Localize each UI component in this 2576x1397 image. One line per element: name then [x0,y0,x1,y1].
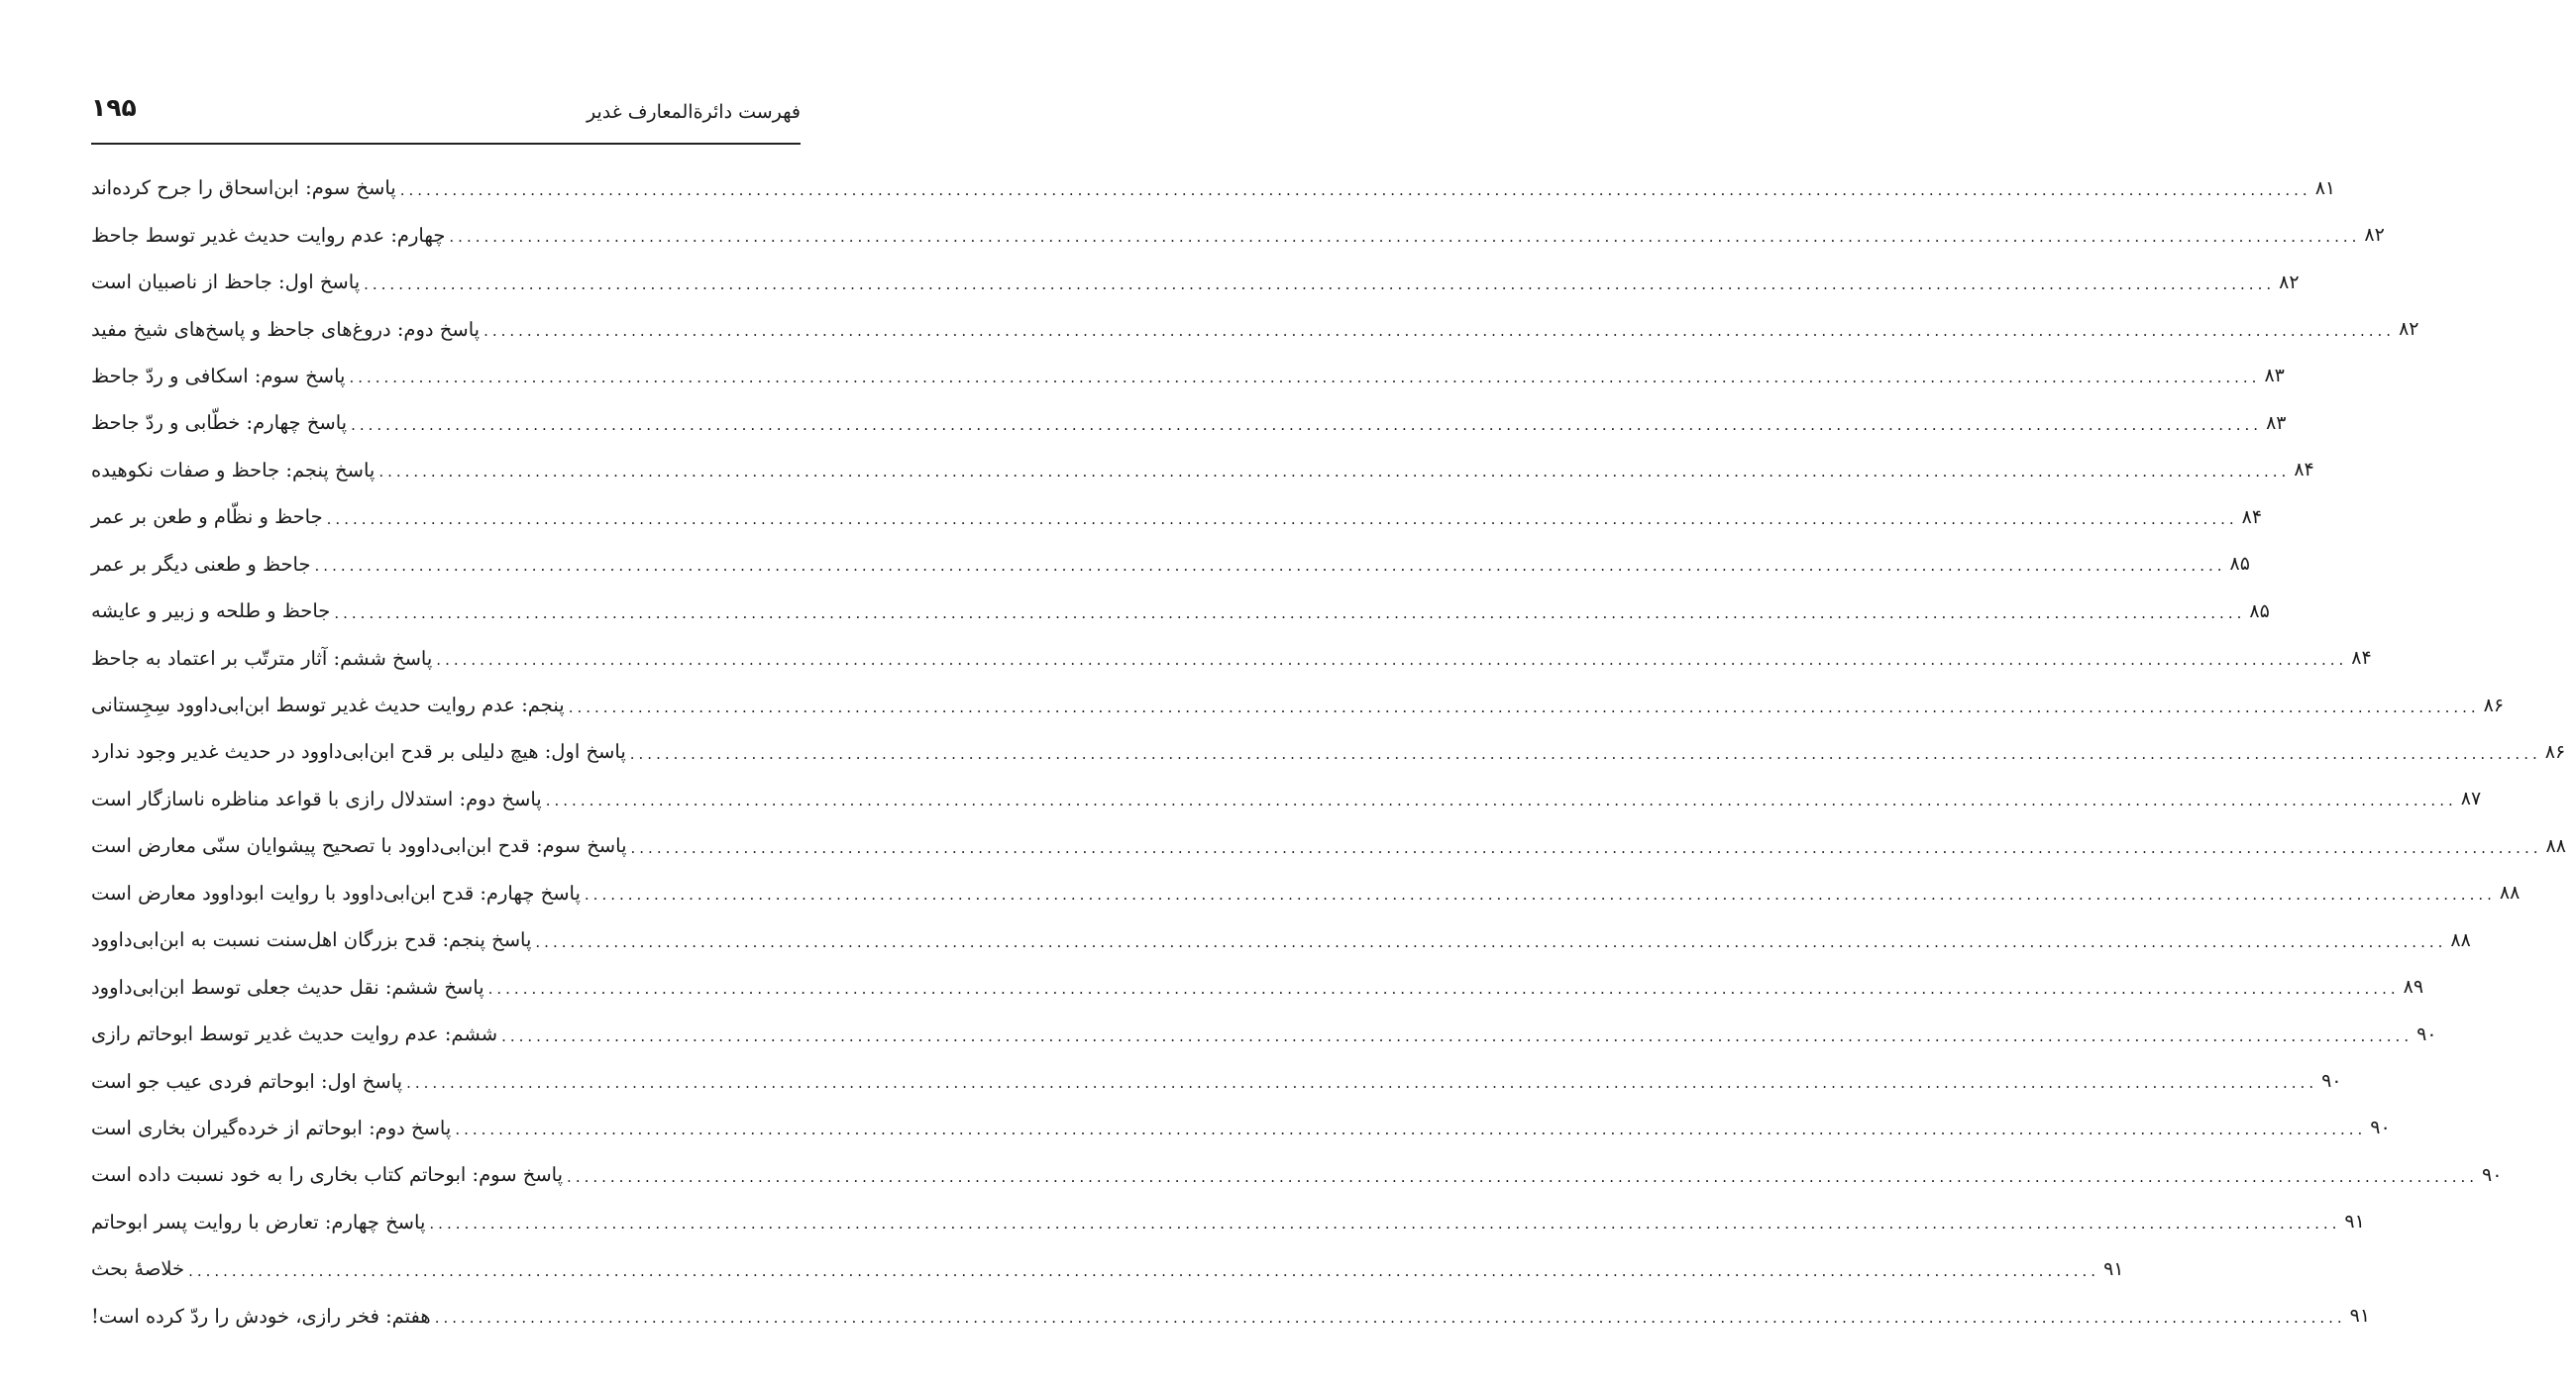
toc-entry-page: ۸۲ [2364,224,2385,247]
toc-entry-title: پاسخ ششم: آثار مترتّب بر اعتماد به جاحظ [91,646,433,670]
toc-entry-title: پاسخ اول: هیچ دلیلی بر قدح ابن‌ابی‌داوود در حدیث غدیر وجود ندارد [91,740,626,764]
dot-leader: ............................................................................................................................................................................................................................ [535,932,2447,951]
toc-entry-page: ۸۲ [2399,318,2419,341]
toc-entry-page: ۸۱ [2314,176,2336,199]
toc-entry-title: پاسخ پنجم: جاحظ و صفات نکوهیده [91,458,376,482]
toc-entry[interactable] [91,634,2372,681]
toc-entry[interactable] [91,1057,2342,1104]
toc-entry[interactable] [91,776,2482,822]
toc-entry-page: ۹۱ [2103,1257,2124,1280]
toc-entry-page: ۸۴ [2241,505,2263,528]
toc-entry-page: ۸۸ [2450,928,2471,951]
toc-entry[interactable] [91,822,2566,869]
toc-entry-title: پاسخ دوم: ابوحاتم از خرده‌گیران بخاری است [91,1116,452,1139]
toc-entry-page: ۸۶ [2544,740,2566,763]
toc-entry[interactable] [91,164,2336,211]
dot-leader: ............................................................................................................................................................................................................................ [351,415,2263,434]
toc-entry-page: ۸۳ [2266,411,2287,434]
toc-entry-title: خلاصهٔ بحث [91,1257,185,1281]
dot-leader: ............................................................................................................................................................................................................................ [349,369,2261,387]
toc-entry-page: ۸۴ [2351,647,2372,670]
table-of-contents [91,164,2566,1340]
toc-entry-title: پاسخ چهارم: قدح ابن‌ابی‌داوود با روایت ابوداوود معارض است [91,881,581,905]
toc-entry[interactable] [91,1199,2365,1245]
dot-leader: ............................................................................................................................................................................................................................ [399,180,2311,199]
running-title: فهرست دائرةالمعارف غدیر [586,101,801,123]
toc-entry[interactable] [91,588,2270,634]
dot-leader: ............................................................................................................................................................................................................................ [334,603,2246,622]
toc-entry-page: ۹۰ [2416,1022,2437,1045]
dot-leader: ............................................................................................................................................................................................................................ [434,1309,2346,1328]
toc-entry[interactable] [91,916,2471,963]
dot-leader: ............................................................................................................................................................................................................................ [630,838,2542,857]
toc-entry[interactable] [91,211,2385,258]
dot-leader: ............................................................................................................................................................................................................................ [364,274,2276,293]
toc-entry-page: ۸۳ [2264,365,2285,387]
dot-leader: ............................................................................................................................................................................................................................ [455,1121,2367,1139]
dot-leader: ............................................................................................................................................................................................................................ [487,980,2400,999]
toc-entry[interactable] [91,870,2521,916]
toc-entry-title: جاحظ و طعنی دیگر بر عمر [91,552,311,576]
dot-leader: ............................................................................................................................................................................................................................ [188,1261,2100,1280]
toc-entry-title: جاحظ و طلحه و زبیر و عایشه [91,599,331,623]
toc-entry-title: هفتم: فخر رازی، خودش را ردّ کرده است! [91,1304,431,1328]
toc-entry-page: ۹۱ [2349,1305,2371,1328]
toc-entry[interactable] [91,541,2250,588]
dot-leader: ............................................................................................................................................................................................................................ [378,463,2291,482]
toc-entry[interactable] [91,1011,2437,1057]
toc-entry-page: ۸۹ [2403,976,2424,999]
toc-entry[interactable] [91,353,2285,399]
toc-entry[interactable] [91,963,2424,1010]
toc-entry-title: پاسخ دوم: دروغ‌های جاحظ و پاسخ‌های شیخ مفید [91,317,481,341]
toc-entry-title: پاسخ سوم: اسکافی و ردّ جاحظ [91,364,346,387]
toc-entry-title: پنجم: عدم روایت حدیث غدیر توسط ابن‌ابی‌داوود سِجِستانی [91,694,565,717]
toc-entry-page: ۸۸ [2545,834,2566,857]
dot-leader: ............................................................................................................................................................................................................................ [567,1167,2479,1186]
page-header [91,87,801,145]
toc-entry-title: پاسخ دوم: استدلال رازی با قواعد مناظره ناسازگار است [91,787,542,810]
dot-leader: ............................................................................................................................................................................................................................ [406,1074,2318,1093]
toc-entry-page: ۹۰ [2321,1070,2342,1093]
toc-entry-title: پاسخ اول: جاحظ از ناصبیان است [91,270,361,294]
toc-entry[interactable] [91,259,2300,305]
dot-leader: ............................................................................................................................................................................................................................ [584,886,2496,905]
toc-entry[interactable] [91,1105,2391,1151]
toc-entry-page: ۸۵ [2229,553,2250,576]
page-number: ۱۹۵ [91,93,137,122]
toc-entry-title: پاسخ سوم: قدح ابن‌ابی‌داوود با تصحیح پیشوایان سنّی معارض است [91,834,627,858]
toc-entry-page: ۹۰ [2370,1117,2391,1139]
toc-entry[interactable] [91,305,2419,352]
toc-entry-page: ۸۵ [2249,599,2270,622]
toc-entry[interactable] [91,399,2287,446]
dot-leader: ............................................................................................................................................................................................................................ [326,509,2238,528]
dot-leader: ............................................................................................................................................................................................................................ [568,698,2480,716]
dot-leader: ............................................................................................................................................................................................................................ [483,322,2396,341]
toc-entry-title: پاسخ سوم: ابوحاتم کتاب بخاری را به خود نسبت داده است [91,1163,564,1187]
toc-entry-page: ۸۷ [2460,788,2482,810]
toc-entry-page: ۸۶ [2483,694,2505,716]
toc-entry[interactable] [91,1245,2124,1292]
toc-entry[interactable] [91,728,2566,775]
toc-entry[interactable] [91,1151,2503,1198]
toc-entry-title: پاسخ چهارم: خطّابی و ردّ جاحظ [91,411,348,435]
toc-entry[interactable] [91,493,2263,540]
toc-entry-title: پاسخ پنجم: قدح بزرگان اهل‌سنت نسبت به ابن‌ابی‌داوود [91,928,532,952]
dot-leader: ............................................................................................................................................................................................................................ [314,557,2226,576]
toc-entry-title: ششم: عدم روایت حدیث غدیر توسط ابوحاتم رازی [91,1022,498,1046]
dot-leader: ............................................................................................................................................................................................................................ [436,651,2348,670]
toc-entry-title: پاسخ ششم: نقل حدیث جعلی توسط ابن‌ابی‌داوود [91,975,484,999]
toc-entry-page: ۸۲ [2279,270,2300,293]
toc-entry-page: ۸۸ [2499,882,2521,905]
toc-entry-page: ۸۴ [2294,459,2314,482]
dot-leader: ............................................................................................................................................................................................................................ [545,792,2457,810]
dot-leader: ............................................................................................................................................................................................................................ [449,228,2361,247]
toc-entry-title: چهارم: عدم روایت حدیث غدیر توسط جاحظ [91,223,446,247]
toc-entry-title: پاسخ چهارم: تعارض با روایت پسر ابوحاتم [91,1210,426,1234]
dot-leader: ............................................................................................................................................................................................................................ [501,1026,2414,1045]
toc-entry-title: پاسخ سوم: ابن‌اسحاق را جرح کرده‌اند [91,176,396,200]
toc-entry-page: ۹۱ [2344,1211,2365,1234]
toc-entry-title: جاحظ و نظّام و طعن بر عمر [91,505,323,529]
toc-entry[interactable] [91,447,2314,493]
toc-entry-page: ۹۰ [2482,1163,2503,1186]
dot-leader: ............................................................................................................................................................................................................................ [629,744,2541,763]
toc-entry-title: پاسخ اول: ابوحاتم فردی عیب جو است [91,1069,403,1093]
toc-entry[interactable] [91,1293,2371,1340]
dot-leader: ............................................................................................................................................................................................................................ [429,1215,2341,1234]
toc-entry[interactable] [91,682,2505,728]
